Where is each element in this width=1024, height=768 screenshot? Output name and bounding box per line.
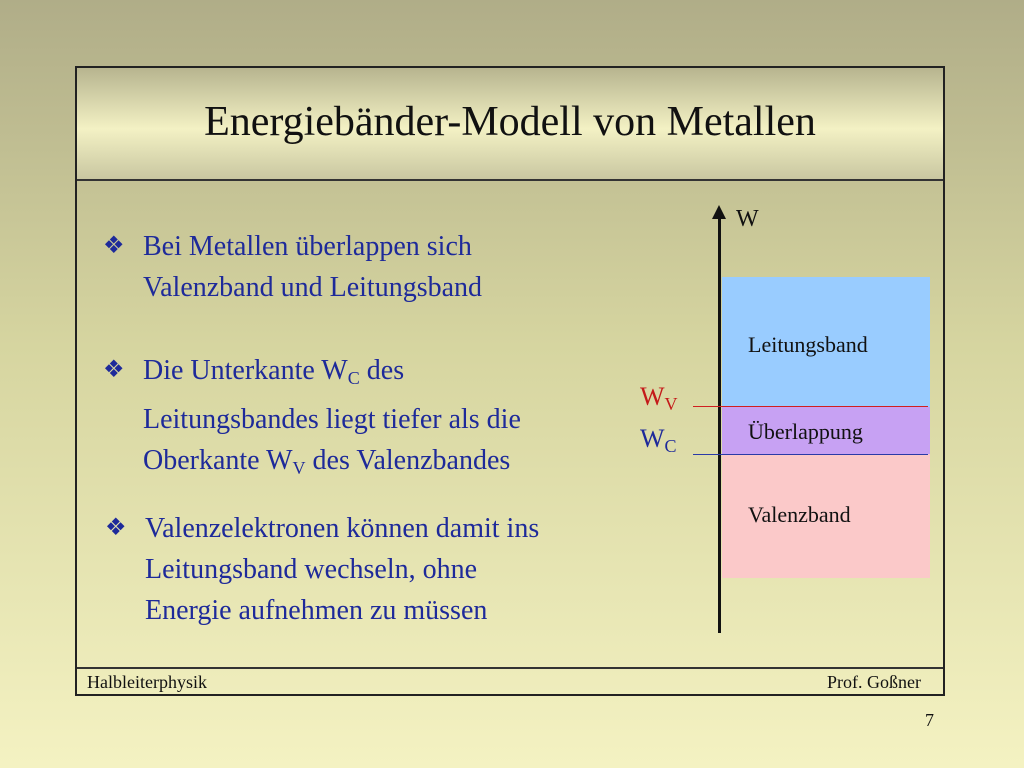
bullet-1-line-2: Valenzband und Leitungsband: [143, 272, 483, 303]
wv-level-line: [693, 406, 928, 407]
energy-axis-label: W: [736, 206, 759, 232]
energy-axis: [718, 215, 721, 633]
bullet-3-line-3: Energie aufnehmen zu müssen: [145, 595, 488, 626]
bullet-1-line-1: Bei Metallen überlappen sich: [143, 231, 472, 262]
page-number: 7: [925, 710, 934, 730]
title-bar: [77, 68, 943, 181]
footer-course: Halbleiterphysik: [87, 672, 207, 692]
bullet-3-line-2: Leitungsband wechseln, ohne: [145, 554, 478, 585]
bullet-marker-icon: ❖: [103, 233, 125, 259]
wc-level-label: $W_C$: [640, 424, 677, 456]
bullet-2: [103, 350, 521, 489]
bullet-marker-icon: ❖: [105, 515, 127, 541]
overlap-band-label: Überlappung: [748, 419, 863, 444]
slide-footer: [77, 667, 943, 694]
wc-level-line: [693, 454, 928, 455]
bullet-1: [103, 226, 483, 308]
bullet-2-line-1: Die Unterkante $W_C$ des: [143, 355, 405, 388]
bullet-2-line-2: Leitungsbandes liegt tiefer als die: [143, 404, 521, 435]
slide-title: Energiebänder-Modell von Metallen: [204, 98, 816, 145]
footer-author: Prof. Goßner: [827, 672, 921, 692]
wv-level-label: $W_V$: [640, 382, 678, 414]
bullet-2-line-3: Oberkante $W_V$ des Valenzbandes: [143, 445, 511, 478]
bullet-3-line-1: Valenzelektronen können damit ins: [145, 513, 540, 544]
bullet-marker-icon: ❖: [103, 357, 125, 383]
bullet-3: [105, 508, 540, 631]
conduction-band-label: Leitungsband: [748, 332, 868, 357]
valence-band-label: Valenzband: [748, 502, 851, 527]
